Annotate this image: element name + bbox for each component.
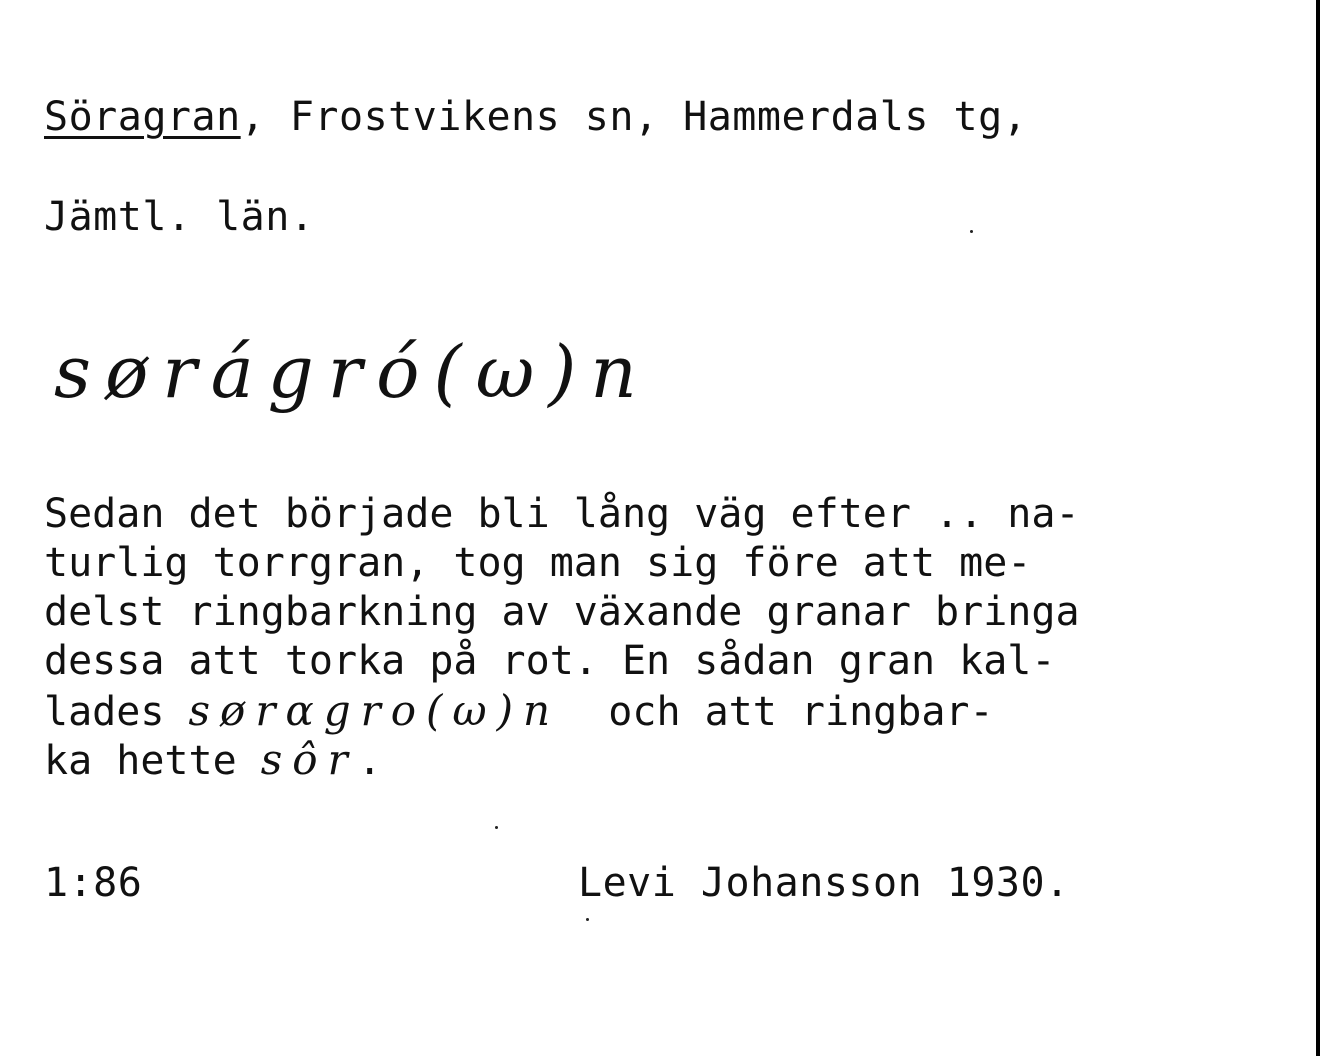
paper-speck [586,918,589,921]
line-5-end: och att ringbar- [560,689,994,735]
heading-county: Jämtl. län. [44,194,315,240]
description-line-4: dessa att torka på rot. En sådan gran kal- [44,638,1056,684]
collector-signature: Levi Johansson 1930. [578,860,1070,906]
paper-speck [495,826,498,829]
inline-phonetic-verb: sôr [260,735,358,784]
description-line-2: turlig torrgran, tog man sig före att me- [44,540,1032,586]
phonetic-transcription: sørágró(ω)n [54,330,651,414]
paper-speck [970,230,973,233]
line-5-start: lades [44,689,189,735]
description-line-1: Sedan det började bli lång väg efter .. na- [44,491,1080,537]
heading-line-1 [44,94,1027,140]
inline-phonetic-noun: sørαgro(ω)n [188,686,561,735]
heading-location: , Frostvikens sn, Hammerdals tg, [240,94,1028,140]
description-line-5 [44,686,1080,735]
headword: Söragran [44,94,241,140]
record-code: 1:86 [44,860,143,906]
description-text [44,490,1080,784]
line-6-end: . [357,738,382,784]
description-line-3: delst ringbarkning av växande granar bringa [44,589,1080,635]
line-6-start: ka hette [44,738,261,784]
description-line-6 [44,735,1080,784]
card-edge-line [1316,0,1320,1056]
